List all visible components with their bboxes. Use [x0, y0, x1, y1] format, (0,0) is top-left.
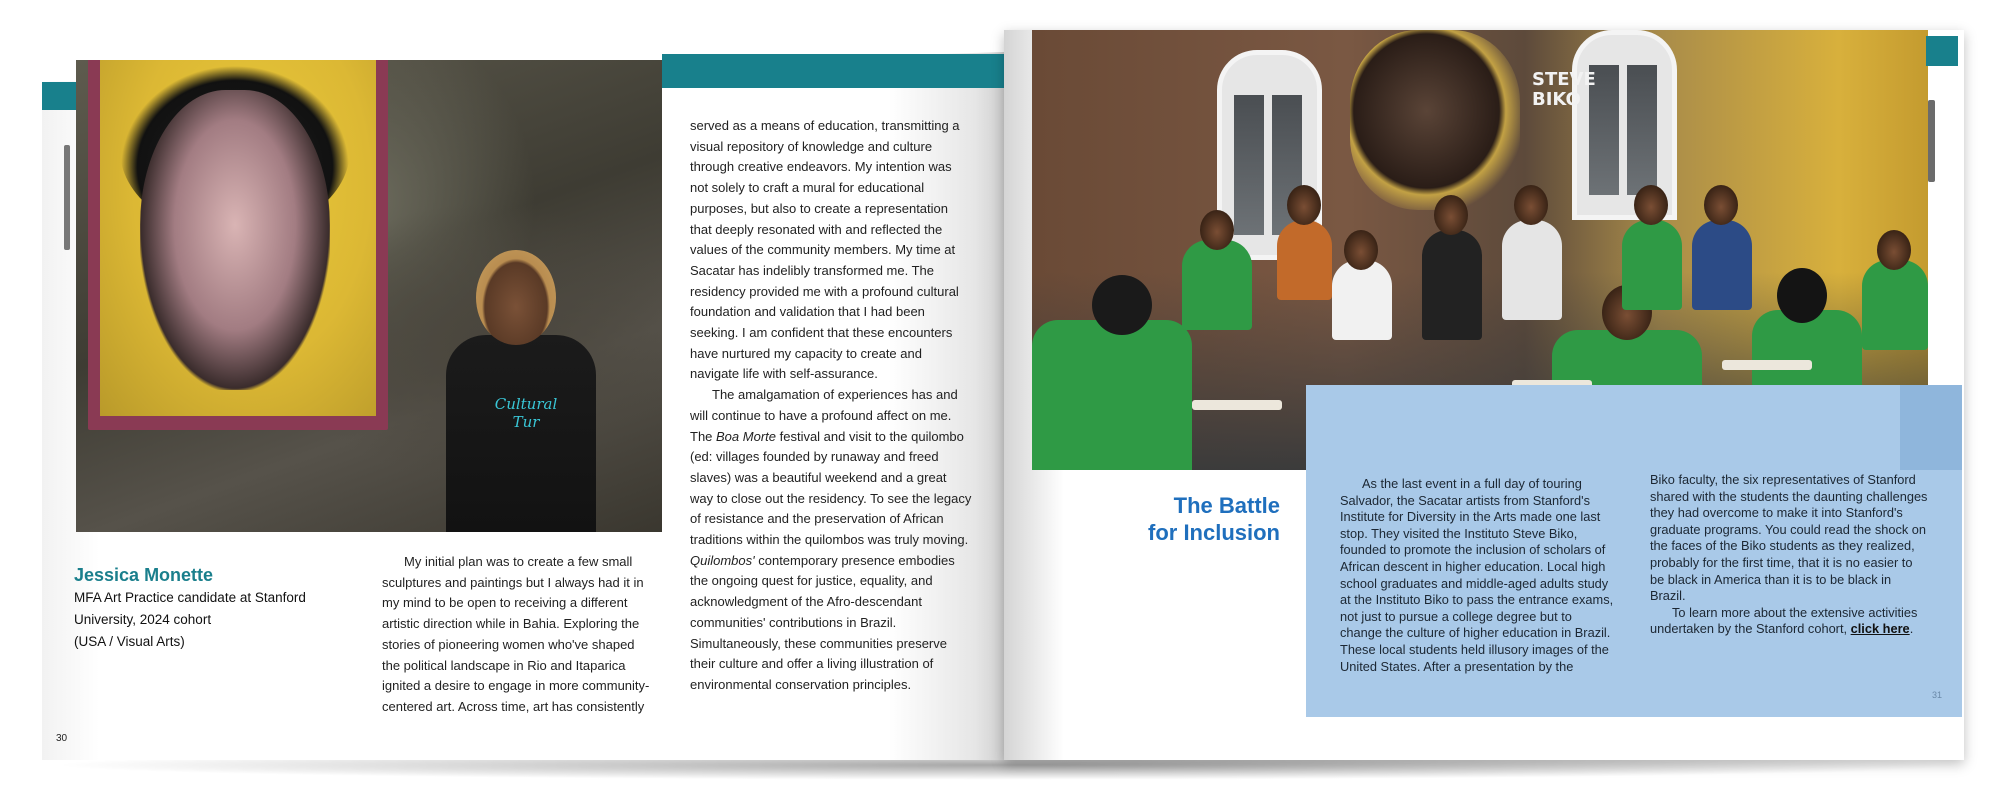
classroom-desk — [1192, 400, 1282, 410]
student-head — [1092, 275, 1152, 335]
student-shirt — [1182, 240, 1252, 330]
student-shirt — [1692, 220, 1752, 310]
paragraph — [1650, 605, 1928, 638]
article-title — [1110, 492, 1280, 546]
page-edge-marker — [1928, 100, 1935, 182]
student-head — [1514, 185, 1548, 225]
mural-text — [1532, 70, 1596, 110]
student-shirt — [1332, 260, 1392, 340]
text-span: The amalgamation of experiences has and will continue to have a profound affect on me. The — [690, 387, 958, 444]
student-head — [1200, 210, 1234, 250]
mural-text-line-2: BIKO — [1532, 89, 1581, 110]
student-head — [1704, 185, 1738, 225]
text-span: To learn more about the extensive activities undertaken by the Stanford cohort, — [1650, 604, 1918, 637]
student-head — [1287, 185, 1321, 225]
student-shirt — [1422, 230, 1482, 340]
caption-name: Jessica Monette — [74, 565, 214, 585]
student-head — [1777, 268, 1827, 323]
emphasis-boa-morte: Boa Morte — [716, 428, 776, 444]
paragraph: As the last event in a full day of touring Salvador, the Sacatar artists from Stanford's Institute for Diversity in the Arts made one last stop. They visited the Instituto Steve Biko, founded to promote the inclusion of scholars of African descent in higher education. Local high school graduates and middle-aged adults study at the Instituto Biko to pass the entrance exams, not just to pursue a college degree but to change the culture of higher education in Brazil. These local students held illusory images of the United States. After a presentation by the — [1340, 476, 1614, 674]
mural-photo — [76, 60, 662, 532]
article-box-tab — [1900, 385, 1962, 470]
text-span: festival and visit to the quilombo (ed: villages founded by runaway and freed slaves) was a beautiful weekend and a great way to close out the residency. To see the legacy of resistance and the preservation of African traditions within the quilombos was truly moving. — [690, 428, 972, 548]
student-head — [1434, 195, 1468, 235]
click-here-link[interactable]: click here — [1850, 621, 1910, 637]
student-head — [1344, 230, 1378, 270]
mural-painting — [100, 60, 376, 416]
paragraph: My initial plan was to create a few small sculptures and paintings but I always had it in my mind to be open to receiving a different artistic direction while in Bahia. Exploring the stories of pioneering women who've shaped the political landscape in Rio and Itaparica ignited a desire to engage in more community-centered art. Across time, art has consistently — [382, 554, 650, 714]
student-shirt — [1502, 220, 1562, 320]
student-shirt — [1622, 220, 1682, 310]
article-column-2 — [1650, 472, 1928, 638]
page-number-left: 30 — [56, 733, 68, 744]
body-column-2 — [690, 116, 972, 696]
student-shirt — [1277, 220, 1332, 300]
mural-text-line-1: STEVE — [1532, 69, 1596, 90]
student-head — [1634, 185, 1668, 225]
window-pane — [1627, 65, 1657, 195]
paragraph — [690, 385, 972, 696]
student-head — [1877, 230, 1911, 270]
artist-figure — [436, 250, 606, 532]
paragraph: served as a means of education, transmitting a visual repository of knowledge and culture through creative endeavors. My intention was not solely to craft a mural for educational purposes, but also to create a representation that deeply resonated with and reflected the values of the community members. My time at Sacatar has indelibly transformed me. The residency provided me with a profound cultural foundation and validation that I had been seeking. I am confident that these encounters have nurtured my capacity to create and navigate life with self-assurance. — [690, 118, 960, 382]
caption-line-2: University, 2024 cohort — [74, 612, 212, 627]
teal-accent-header — [662, 54, 1034, 88]
article-column-1 — [1340, 476, 1616, 675]
artist-tank-top — [446, 335, 596, 532]
emphasis-quilombos: Quilombos' — [690, 552, 755, 568]
caption-line-3: (USA / Visual Arts) — [74, 634, 185, 649]
text-span: contemporary presence embodies the ongoing quest for justice, equality, and acknowledgment of the Afro-descendant communities' contributions in Brazil. Simultaneously, these communities preserve their culture and offer a living illustration of environmental conservation principles. — [690, 552, 955, 692]
classroom-desk — [1722, 360, 1812, 370]
artist-head — [476, 250, 556, 345]
caption-line-1: MFA Art Practice candidate at Stanford — [74, 590, 306, 605]
teal-accent-right — [1926, 36, 1958, 66]
title-line-1: The Battle — [1173, 493, 1280, 518]
text-span: . — [1909, 621, 1914, 637]
body-column-1 — [382, 552, 652, 718]
page-number-right: 31 — [1932, 690, 1943, 700]
teal-accent-left — [42, 82, 76, 110]
paragraph: Biko faculty, the six representatives of Stanford shared with the students the daunting challenges they had overcome to make it into Stanford's graduate programs. You could read the shock on the faces of the Biko students as they realized, probably for the first time, that it is no easier to be black in America than it is to be black in Brazil. — [1650, 472, 1928, 604]
student-shirt — [1032, 320, 1192, 470]
mural-portrait — [140, 90, 330, 390]
page-edge-marker — [64, 145, 70, 250]
student-shirt — [1862, 260, 1928, 350]
shirt-logo: Cultural Tur — [494, 395, 558, 431]
title-line-2: for Inclusion — [1148, 520, 1280, 545]
mural-frame — [88, 60, 388, 430]
